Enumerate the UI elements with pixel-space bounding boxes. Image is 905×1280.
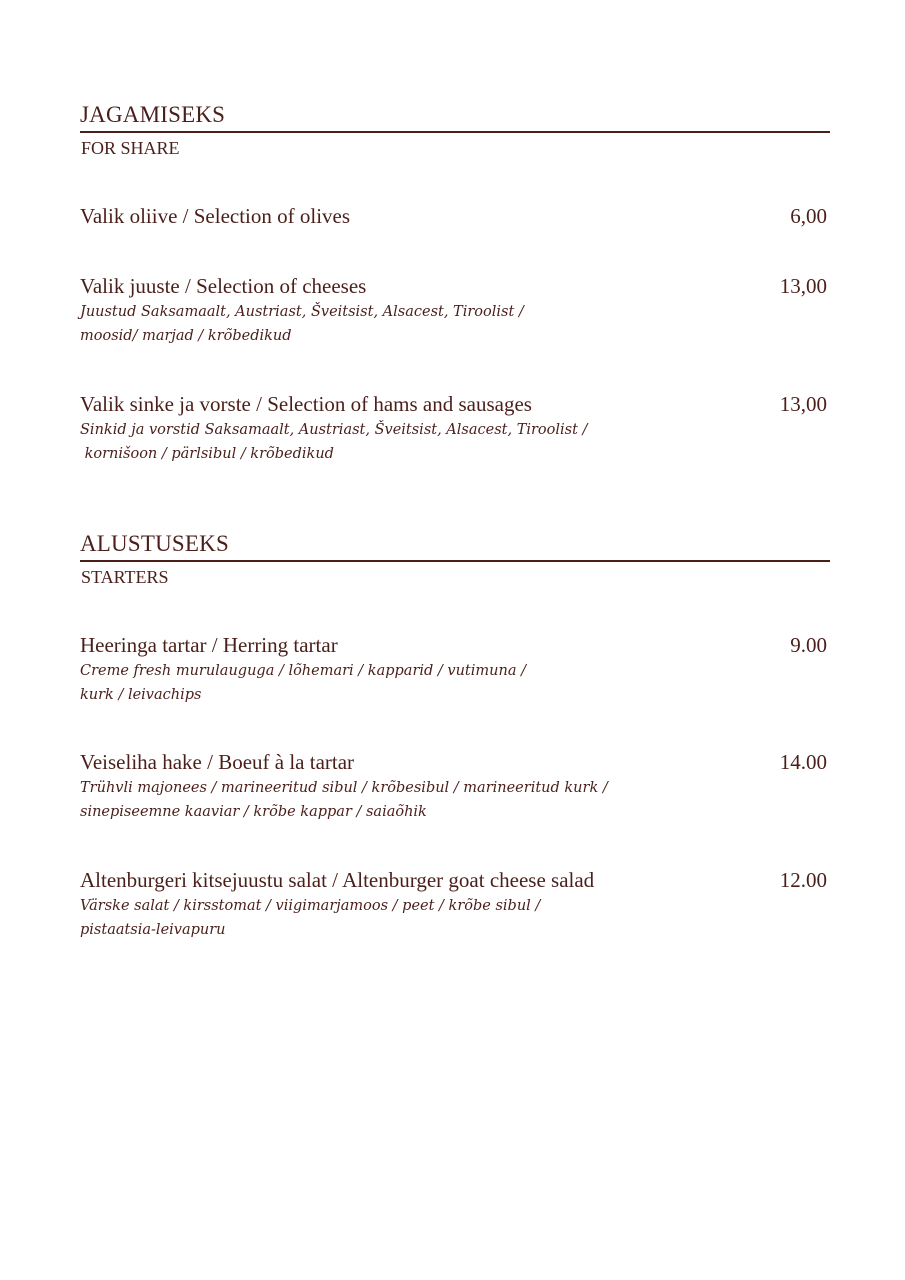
menu-item xyxy=(80,632,827,707)
item-price: 12.00 xyxy=(779,868,827,892)
item-price: 13,00 xyxy=(779,392,827,416)
item-price: 14.00 xyxy=(779,750,827,774)
item-description-line: pistaatsia-leivapuru xyxy=(80,922,226,938)
item-description-line: moosid/ marjad / krõbedikud xyxy=(80,328,292,344)
section-for-share xyxy=(80,101,830,160)
item-description-line: kurk / leivachips xyxy=(80,687,202,703)
section-subtitle: STARTERS xyxy=(81,567,169,587)
section-title: ALUSTUSEKS xyxy=(80,530,830,562)
item-description-line: kornišoon / pärlsibul / krõbedikud xyxy=(80,446,334,462)
item-description-line: Värske salat / kirsstomat / viigimarjamoos / peet / krõbe sibul / xyxy=(80,898,541,914)
item-description-line: Creme fresh murulauguga / lõhemari / kapparid / vutimuna / xyxy=(80,663,526,679)
item-name: Valik sinke ja vorste / Selection of hams and sausages xyxy=(80,392,532,416)
item-description-line: Sinkid ja vorstid Saksamaalt, Austriast, Šveitsist, Alsacest, Tiroolist / xyxy=(80,422,588,438)
item-description-line: Trühvli majonees / marineeritud sibul / krõbesibul / marineeritud kurk / xyxy=(80,780,608,796)
item-name: Valik oliive / Selection of olives xyxy=(80,204,351,228)
menu-item xyxy=(80,867,827,942)
menu-item xyxy=(80,749,827,824)
item-name: Heeringa tartar / Herring tartar xyxy=(80,633,338,657)
item-description-line: sinepiseemne kaaviar / krõbe kappar / saiaõhik xyxy=(80,804,427,820)
section-title: JAGAMISEKS xyxy=(80,101,830,133)
item-price: 6,00 xyxy=(790,204,827,228)
section-starters xyxy=(80,530,830,589)
item-name: Altenburgeri kitsejuustu salat / Altenburger goat cheese salad xyxy=(80,868,595,892)
item-price: 13,00 xyxy=(779,274,827,298)
item-name: Valik juuste / Selection of cheeses xyxy=(80,274,367,298)
item-name: Veiseliha hake / Boeuf à la tartar xyxy=(80,750,355,774)
item-description-line: Juustud Saksamaalt, Austriast, Šveitsist, Alsacest, Tiroolist / xyxy=(80,304,524,320)
section-subtitle: FOR SHARE xyxy=(81,138,180,158)
menu-item xyxy=(80,391,827,466)
item-price: 9.00 xyxy=(790,633,827,657)
menu-item xyxy=(80,273,827,348)
menu-item xyxy=(80,203,827,229)
